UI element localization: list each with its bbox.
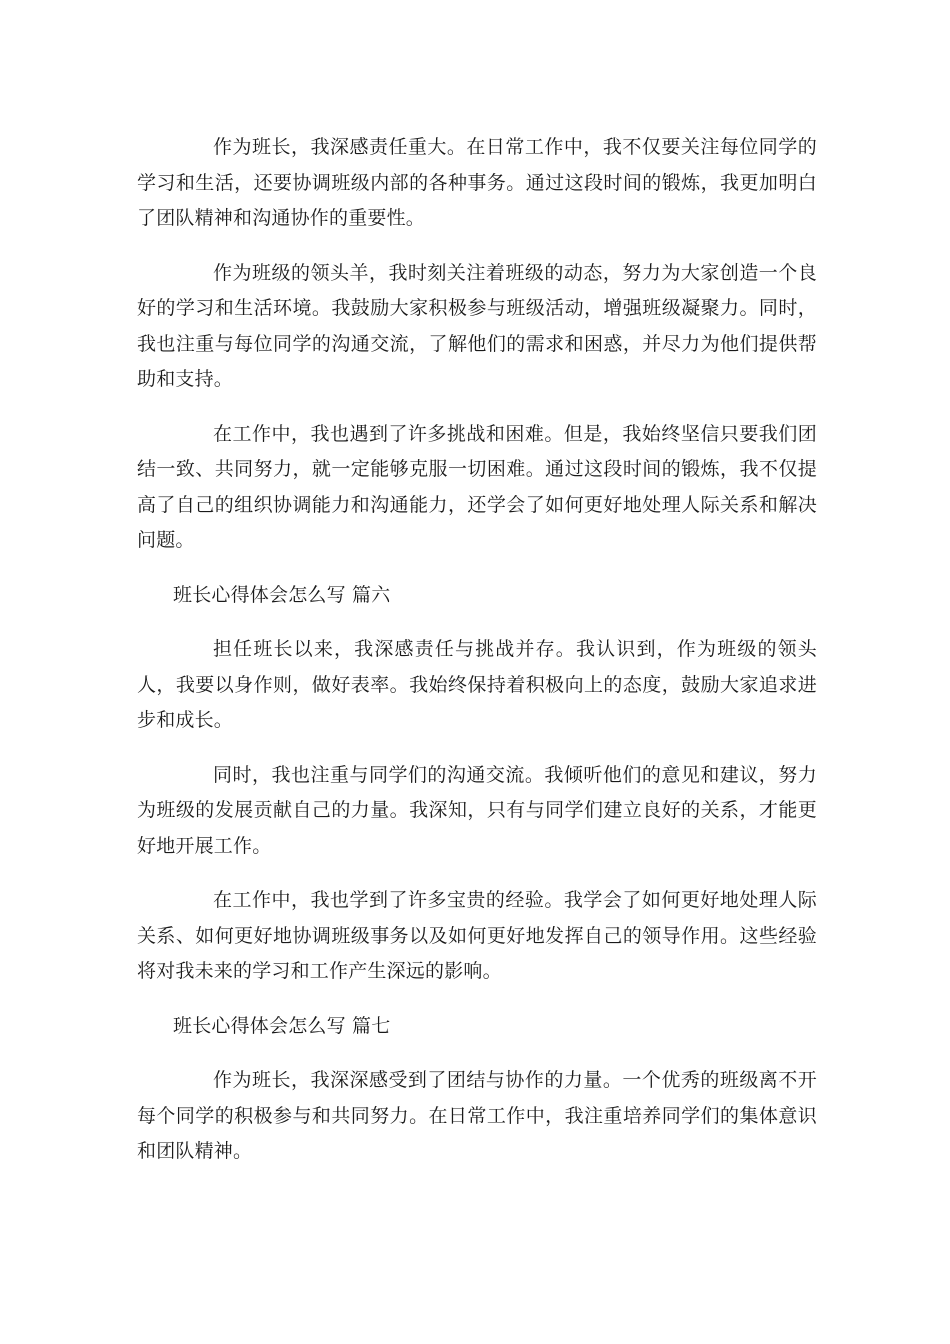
document-body bbox=[137, 130, 817, 1189]
paragraph: 同时，我也注重与同学们的沟通交流。我倾听他们的意见和建议，努力为班级的发展贡献自己的力量。我深知，只有与同学们建立良好的关系，才能更好地开展工作。 bbox=[137, 763, 817, 857]
paragraph: 担任班长以来，我深感责任与挑战并存。我认识到，作为班级的领头人，我要以身作则，做好表率。我始终保持着积极向上的态度，鼓励大家追求进步和成长。 bbox=[137, 638, 817, 731]
section-heading: 班长心得体会怎么写 篇七 bbox=[173, 1014, 391, 1037]
paragraph: 作为班级的领头羊，我时刻关注着班级的动态，努力为大家创造一个良好的学习和生活环境。我鼓励大家积极参与班级活动，增强班级凝聚力。同时，我也注重与每位同学的沟通交流，了解他们的需求和困惑，并尽力为他们提供帮助和支持。 bbox=[137, 261, 817, 390]
paragraph: 作为班长，我深感责任重大。在日常工作中，我不仅要关注每位同学的学习和生活，还要协调班级内部的各种事务。通过这段时间的锻炼，我更加明白了团队精神和沟通协作的重要性。 bbox=[137, 136, 817, 229]
paragraph: 在工作中，我也遇到了许多挑战和困难。但是，我始终坚信只要我们团结一致、共同努力，就一定能够克服一切困难。通过这段时间的锻炼，我不仅提高了自己的组织协调能力和沟通能力，还学会了如何更好地处理人际关系和解决问题。 bbox=[137, 422, 817, 551]
paragraph: 在工作中，我也学到了许多宝贵的经验。我学会了如何更好地处理人际关系、如何更好地协调班级事务以及如何更好地发挥自己的领导作用。这些经验将对我未来的学习和工作产生深远的影响。 bbox=[137, 889, 817, 982]
paragraph: 作为班长，我深深感受到了团结与协作的力量。一个优秀的班级离不开每个同学的积极参与和共同努力。在日常工作中，我注重培养同学们的集体意识和团队精神。 bbox=[137, 1069, 817, 1162]
section-heading: 班长心得体会怎么写 篇六 bbox=[173, 583, 391, 606]
